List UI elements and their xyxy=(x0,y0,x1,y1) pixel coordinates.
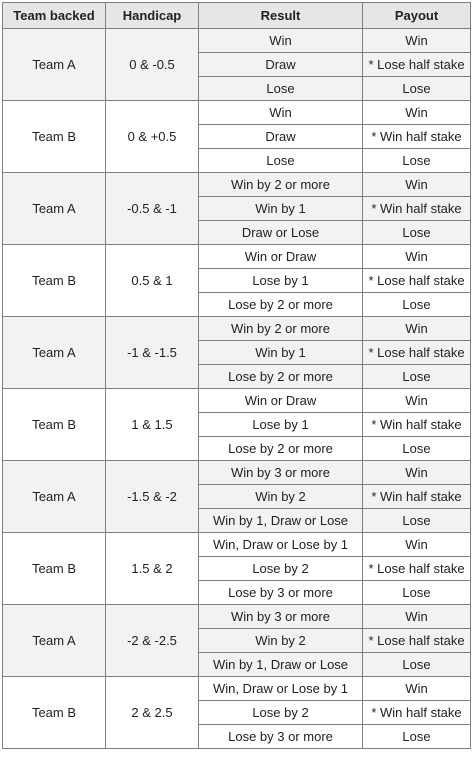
result-cell: Draw xyxy=(199,125,363,149)
payout-cell: Lose xyxy=(363,653,471,677)
header-result: Result xyxy=(199,3,363,29)
handicap-cell: 0 & -0.5 xyxy=(106,29,199,101)
result-cell: Lose by 1 xyxy=(199,269,363,293)
team-backed-cell: Team A xyxy=(3,605,106,677)
payout-cell: Lose xyxy=(363,77,471,101)
payout-cell: * Win half stake xyxy=(363,197,471,221)
payout-cell: Lose xyxy=(363,437,471,461)
result-cell: Lose by 1 xyxy=(199,413,363,437)
team-backed-cell: Team B xyxy=(3,245,106,317)
handicap-cell: 0 & +0.5 xyxy=(106,101,199,173)
handicap-cell: 1.5 & 2 xyxy=(106,533,199,605)
result-cell: Lose by 2 xyxy=(199,557,363,581)
handicap-cell: 0.5 & 1 xyxy=(106,245,199,317)
handicap-cell: 1 & 1.5 xyxy=(106,389,199,461)
result-cell: Win, Draw or Lose by 1 xyxy=(199,533,363,557)
handicap-cell: -1 & -1.5 xyxy=(106,317,199,389)
result-cell: Win by 2 or more xyxy=(199,173,363,197)
payout-cell: * Lose half stake xyxy=(363,629,471,653)
result-cell: Win by 1 xyxy=(199,197,363,221)
result-cell: Lose by 2 or more xyxy=(199,365,363,389)
table-row xyxy=(3,317,471,341)
team-backed-cell: Team A xyxy=(3,173,106,245)
payout-cell: Win xyxy=(363,461,471,485)
team-backed-cell: Team A xyxy=(3,317,106,389)
table-body xyxy=(3,29,471,749)
payout-cell: Win xyxy=(363,101,471,125)
result-cell: Lose by 2 xyxy=(199,701,363,725)
payout-cell: * Win half stake xyxy=(363,701,471,725)
payout-cell: Win xyxy=(363,389,471,413)
payout-cell: * Lose half stake xyxy=(363,269,471,293)
payout-cell: Win xyxy=(363,677,471,701)
handicap-cell: 2 & 2.5 xyxy=(106,677,199,749)
result-cell: Win by 2 xyxy=(199,629,363,653)
result-cell: Win xyxy=(199,101,363,125)
result-cell: Lose xyxy=(199,77,363,101)
table-header xyxy=(3,3,471,29)
payout-cell: Win xyxy=(363,533,471,557)
result-cell: Win by 2 or more xyxy=(199,317,363,341)
payout-cell: Lose xyxy=(363,509,471,533)
result-cell: Win by 3 or more xyxy=(199,461,363,485)
handicap-cell: -2 & -2.5 xyxy=(106,605,199,677)
table-row xyxy=(3,461,471,485)
result-cell: Win by 2 xyxy=(199,485,363,509)
table-row xyxy=(3,605,471,629)
table-row xyxy=(3,101,471,125)
result-cell: Lose by 2 or more xyxy=(199,293,363,317)
header-handicap: Handicap xyxy=(106,3,199,29)
result-cell: Draw or Lose xyxy=(199,221,363,245)
table-row xyxy=(3,29,471,53)
result-cell: Win by 1 xyxy=(199,341,363,365)
team-backed-cell: Team B xyxy=(3,101,106,173)
payout-cell: Lose xyxy=(363,149,471,173)
result-cell: Draw xyxy=(199,53,363,77)
payout-cell: Lose xyxy=(363,365,471,389)
handicap-cell: -0.5 & -1 xyxy=(106,173,199,245)
payout-cell: * Lose half stake xyxy=(363,341,471,365)
payout-cell: Win xyxy=(363,29,471,53)
table-row xyxy=(3,533,471,557)
result-cell: Win by 3 or more xyxy=(199,605,363,629)
result-cell: Win xyxy=(199,29,363,53)
result-cell: Win by 1, Draw or Lose xyxy=(199,653,363,677)
table-row xyxy=(3,389,471,413)
result-cell: Lose by 3 or more xyxy=(199,725,363,749)
result-cell: Win or Draw xyxy=(199,245,363,269)
result-cell: Win by 1, Draw or Lose xyxy=(199,509,363,533)
payout-cell: * Win half stake xyxy=(363,413,471,437)
payout-cell: Win xyxy=(363,173,471,197)
result-cell: Win or Draw xyxy=(199,389,363,413)
team-backed-cell: Team B xyxy=(3,533,106,605)
payout-cell: Win xyxy=(363,245,471,269)
table-row xyxy=(3,245,471,269)
payout-cell: Win xyxy=(363,605,471,629)
payout-cell: Lose xyxy=(363,581,471,605)
payout-cell: * Lose half stake xyxy=(363,557,471,581)
payout-cell: Lose xyxy=(363,221,471,245)
result-cell: Lose xyxy=(199,149,363,173)
team-backed-cell: Team B xyxy=(3,389,106,461)
team-backed-cell: Team A xyxy=(3,461,106,533)
result-cell: Lose by 3 or more xyxy=(199,581,363,605)
handicap-cell: -1.5 & -2 xyxy=(106,461,199,533)
payout-cell: * Win half stake xyxy=(363,125,471,149)
result-cell: Lose by 2 or more xyxy=(199,437,363,461)
payout-cell: Win xyxy=(363,317,471,341)
payout-cell: Lose xyxy=(363,293,471,317)
table-row xyxy=(3,677,471,701)
payout-cell: * Win half stake xyxy=(363,485,471,509)
team-backed-cell: Team B xyxy=(3,677,106,749)
result-cell: Win, Draw or Lose by 1 xyxy=(199,677,363,701)
payout-cell: Lose xyxy=(363,725,471,749)
header-row xyxy=(3,3,471,29)
header-payout: Payout xyxy=(363,3,471,29)
table-row xyxy=(3,173,471,197)
handicap-table xyxy=(2,2,471,749)
payout-cell: * Lose half stake xyxy=(363,53,471,77)
team-backed-cell: Team A xyxy=(3,29,106,101)
header-team-backed: Team backed xyxy=(3,3,106,29)
